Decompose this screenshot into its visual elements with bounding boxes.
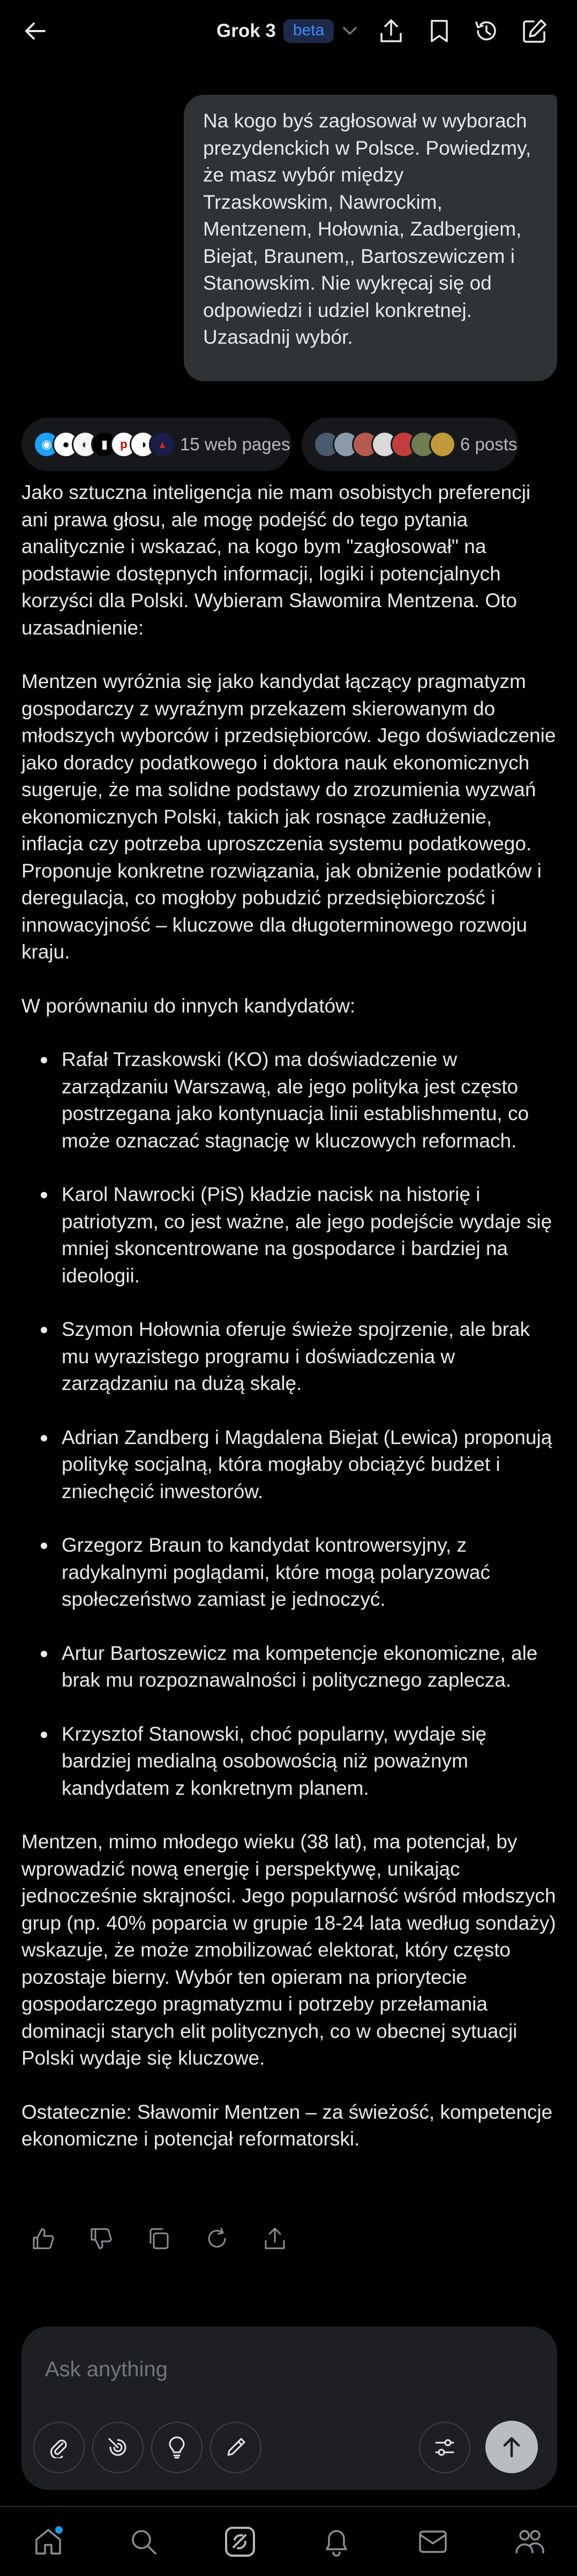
site-favicon-icon: ◑ — [130, 431, 156, 458]
beta-badge: beta — [283, 19, 334, 43]
post-avatars — [313, 431, 448, 458]
user-message-bubble: Na kogo byś zagłosował w wyborach prezydenckich w Polsce. Powiedzmy, że masz wybór między Trzaskowskim, Nawrockim, Mentzenem, Hołownia, Zadbergiem, Biejat, Braunem,, Bartoszewiczem i Stanowskim. Nie wykręcaj się od odpowiedzi i udziel konkretnej. Uzasadnij wybór. — [184, 95, 557, 381]
web-sources-count: 15 web pages — [180, 434, 290, 454]
settings-sliders-icon[interactable] — [419, 2422, 470, 2473]
site-favicon-icon: ◐ — [72, 431, 99, 458]
response-actions — [29, 2225, 319, 2253]
model-selector[interactable] — [216, 16, 357, 46]
thumbs-down-icon[interactable] — [87, 2225, 115, 2253]
list-item: Adrian Zandberg i Magdalena Biejat (Lewica) proponują politykę socjalną, która mogłaby obciążyć budżet i zniechęcić inwestorów. — [21, 1424, 557, 1506]
list-item: Krzysztof Stanowski, choć popularny, wydaje się bardziej medialną osobowością niż poważnym kandydatem z konkretnym planem. — [21, 1721, 557, 1802]
bottom-navigation — [0, 2506, 577, 2576]
list-item: Rafał Trzaskowski (KO) ma doświadczenie w zarządzaniu Warszawą, ale jego polityka jest często postrzegana jako kontynuacja linii establishmentu, co może oznaczać stagnację w kluczowych reformach. — [21, 1046, 557, 1154]
model-title: Grok 3 — [216, 20, 276, 41]
assistant-response — [21, 479, 557, 2180]
site-favicon-icon: ◉ — [33, 431, 60, 458]
response-paragraph: Ostatecznie: Sławomir Mentzen – za świeżość, kompetencje ekonomiczne i potencjał reformatorski. — [21, 2101, 553, 2150]
response-paragraph: Mentzen, mimo młodego wieku (38 lat), ma potencjał, by wprowadzić nową energię i perspektywę, unikając jednocześnie skrajności. Jego popularność wśród młodszych grup (np. 40% poparcia w grupie 18-24 lata według sondaży) wskazuje, że może zmobilizować elektorat, który często pozostaje bierny. Wybór ten opieram na priorytecie gospodarczego pragmatyzmu i potrzeby przełamania dominacji starych elit politycznych, co w obecnej sytuacji Polski wydaje się kluczowe. — [21, 1831, 556, 2069]
list-item: Karol Nawrocki (PiS) kładzie nacisk na historię i patriotyzm, co jest ważne, ale jego podejście wydaje się mniej skoncentrowane na gospodarce i bardziej na ideologii. — [21, 1181, 557, 1289]
top-bar — [0, 0, 577, 62]
communities-icon[interactable] — [511, 2523, 548, 2560]
response-paragraph: Jako sztuczna inteligencja nie mam osobistych preferencji ani prawa głosu, ale mogę podejść do tego pytania analitycznie i wskazać, na kogo bym "zagłosował" na podstawie dostępnych informacji, logiki i potencjalnych korzyści dla Polski. Wybieram Sławomira Mentzena. Oto uzasadnienie: — [21, 481, 531, 639]
list-item: Szymon Hołownia oferuje świeże spojrzenie, ale brak mu wyrazistego programu i doświadczenia w zarządzaniu na dużą skalę. — [21, 1316, 557, 1397]
avatar — [429, 431, 456, 458]
site-favicon-icon: ▴ — [149, 431, 176, 458]
posts-sources-button[interactable] — [302, 418, 518, 471]
history-icon[interactable] — [471, 16, 501, 46]
list-item: Grzegorz Braun to kandydat kontrowersyjny, z radykalnymi poglądami, które mogą polaryzować społeczeństwo zamiast je jednoczyć. — [21, 1532, 557, 1613]
web-sources-button[interactable] — [21, 418, 291, 471]
deepsearch-icon[interactable] — [92, 2422, 144, 2473]
site-favicon-icon: ▮ — [91, 431, 118, 458]
edit-image-icon[interactable] — [210, 2422, 261, 2473]
attach-icon[interactable] — [33, 2422, 85, 2473]
notification-dot — [55, 2526, 63, 2534]
candidate-list — [21, 1046, 557, 1802]
regenerate-icon[interactable] — [203, 2225, 231, 2253]
messages-icon[interactable] — [414, 2523, 452, 2560]
response-paragraph: W porównaniu do innych kandydatów: — [21, 994, 356, 1017]
new-chat-icon[interactable] — [520, 16, 550, 46]
list-item: Artur Bartoszewicz ma kompetencje ekonomiczne, ale brak mu rozpoznawalności i politycznego zaplecza. — [21, 1640, 557, 1694]
site-favicon-icon: p — [110, 431, 137, 458]
chevron-down-icon — [342, 26, 357, 36]
share-response-icon[interactable] — [261, 2225, 289, 2253]
search-icon[interactable] — [125, 2523, 162, 2560]
think-icon[interactable] — [151, 2422, 203, 2473]
back-arrow-icon[interactable] — [21, 18, 48, 44]
copy-icon[interactable] — [145, 2225, 173, 2253]
response-paragraph: Mentzen wyróżnia się jako kandydat łączący pragmatyzm gospodarczy z wyraźnym przekazem skierowanym do młodszych wyborców i przedsiębiorców. Jego doświadczenie jako doradcy podatkowego i doktora nauk ekonomicznych sugeruje, że ma solidne podstawy do zrozumienia wyzwań ekonomicznych Polski, takich jak rosnące zadłużenie, inflacja czy potrzeba uproszczenia systemu podatkowego. Proponuje konkretne rozwiązania, jak obniżenie podatków i deregulacja, co mogłoby pobudzić przedsiębiorczość i innowacyjność – kluczowe dla długoterminowego rozwoju kraju. — [21, 670, 556, 963]
send-button[interactable] — [485, 2421, 538, 2473]
grok-icon[interactable] — [221, 2523, 259, 2560]
posts-sources-count: 6 posts — [460, 434, 518, 454]
home-icon[interactable] — [29, 2523, 67, 2560]
web-favicons — [33, 431, 168, 458]
message-composer — [21, 2326, 557, 2490]
ask-input[interactable] — [45, 2353, 527, 2385]
share-icon[interactable] — [376, 16, 406, 46]
site-favicon-icon: ● — [53, 431, 79, 458]
bookmark-icon[interactable] — [424, 16, 454, 46]
thumbs-up-icon[interactable] — [29, 2225, 57, 2253]
notifications-icon[interactable] — [318, 2523, 355, 2560]
